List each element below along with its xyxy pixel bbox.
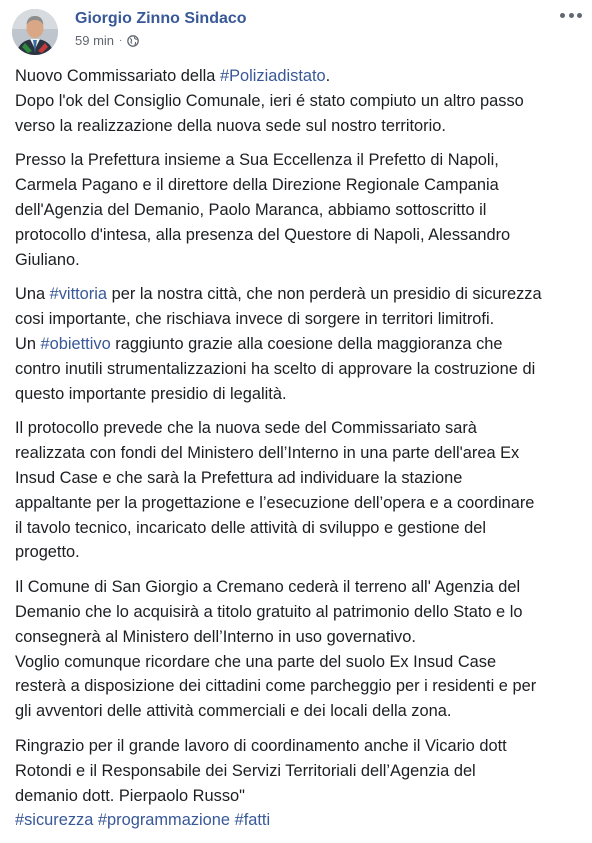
text-line: Carmela Pagano e il direttore della Direzione Regionale Campania: [15, 176, 499, 195]
hashtag-vittoria[interactable]: #vittoria: [49, 285, 108, 304]
text-segment: Nuovo Commissariato della: [15, 67, 220, 85]
paragraph-6: [15, 734, 580, 833]
text-line: Ringrazio per il grande lavoro di coordinamento anche il Vicario dott: [15, 736, 507, 755]
paragraph-1: [15, 64, 580, 138]
text-segment: per la nostra città, che non perderà un presidio di sicurezza: [107, 285, 542, 304]
text-line: Rotondi e il Responsabile dei Servizi Territoriali dell’Agenzia del: [15, 761, 476, 780]
post-meta: [75, 33, 139, 48]
hashtag-sicurezza[interactable]: #sicurezza: [15, 811, 94, 830]
text-line: protocollo d'intesa, alla presenza del Questore di Napoli, Alessandro: [15, 225, 511, 244]
text-line: appaltante per la progettazione e l’esecuzione dell’opera e a coordinare: [15, 493, 535, 512]
text-line: Demanio che lo acquisirà a titolo gratuito al patrimonio dello Stato e lo: [15, 602, 523, 621]
text-segment: Una: [15, 285, 50, 304]
hashtag-fatti[interactable]: #fatti: [234, 811, 271, 830]
text-line: [15, 282, 580, 307]
text-line: dell'Agenzia del Demanio, Paolo Maranca, abbiamo sottoscritto il: [15, 200, 487, 219]
text-segment: Un: [15, 334, 41, 353]
paragraph-5: [15, 575, 580, 724]
text-line: contro inutili strumentalizzazioni ha scelto di approvare la costruzione di: [15, 359, 536, 378]
hashtag-poliziadistato[interactable]: #Poliziadistato: [219, 67, 326, 85]
text-line: questo importante presidio di legalità.: [15, 384, 287, 403]
meta-separator: ·: [119, 35, 123, 46]
text-line: [15, 332, 580, 357]
text-line: realizzata con fondi del Ministero dell’Interno in una parte dell'area Ex: [15, 444, 520, 463]
text-segment: raggiunto grazie alla coesione della maggioranza che: [110, 334, 503, 353]
text-segment: .: [325, 67, 331, 85]
text-line: Dopo l'ok del Consiglio Comunale, ieri é stato compiuto un altro passo: [15, 91, 524, 110]
paragraph-2: [15, 148, 580, 272]
text-line: Insud Case e che sarà la Prefettura ad individuare la stazione: [15, 468, 463, 487]
text-line: Voglio comunque ricordare che una parte del suolo Ex Insud Case: [15, 652, 497, 671]
text-line: demanio dott. Pierpaolo Russo": [15, 786, 245, 805]
text-line: progetto.: [15, 543, 80, 562]
text-line: Il Comune di San Giorgio a Cremano cederà il terreno all' Agenzia del: [15, 578, 521, 597]
hashtag-obiettivo[interactable]: #obiettivo: [40, 334, 111, 353]
post-body: [15, 64, 580, 843]
avatar[interactable]: [12, 9, 58, 55]
text-line: verso la realizzazione della nuova sede sul nostro territorio.: [15, 116, 446, 135]
text-line: resterà a disposizione dei cittadini come parcheggio per i residenti e per: [15, 677, 537, 696]
post-time[interactable]: 59 min: [75, 33, 115, 48]
text-line: il tavolo tecnico, incaricato delle attività di sviluppo e gestione del: [15, 518, 487, 537]
text-line: cosi importante, che rischiava invece di sorgere in territori limitrofi.: [15, 310, 495, 329]
hashtag-programmazione[interactable]: #programmazione: [97, 811, 231, 830]
globe-icon[interactable]: [127, 35, 139, 47]
paragraph-4: [15, 416, 580, 565]
post-header: [12, 8, 582, 56]
text-line: Presso la Prefettura insieme a Sua Eccellenza il Prefetto di Napoli,: [15, 151, 499, 170]
text-line: Giuliano.: [15, 250, 80, 269]
avatar-image: [12, 9, 58, 55]
text-line: [15, 64, 580, 89]
text-line: gli avventori delle attività commerciali e dei locali della zona.: [15, 702, 452, 721]
text-line: Il protocollo prevede che la nuova sede del Commissariato sarà: [15, 419, 477, 438]
ellipsis-icon[interactable]: [560, 8, 582, 22]
author-name[interactable]: Giorgio Zinno Sindaco: [75, 10, 247, 27]
hashtag-line: [15, 808, 580, 833]
paragraph-3: [15, 282, 580, 406]
text-line: consegnerà al Ministero dell’Interno in uso governativo.: [15, 627, 416, 646]
